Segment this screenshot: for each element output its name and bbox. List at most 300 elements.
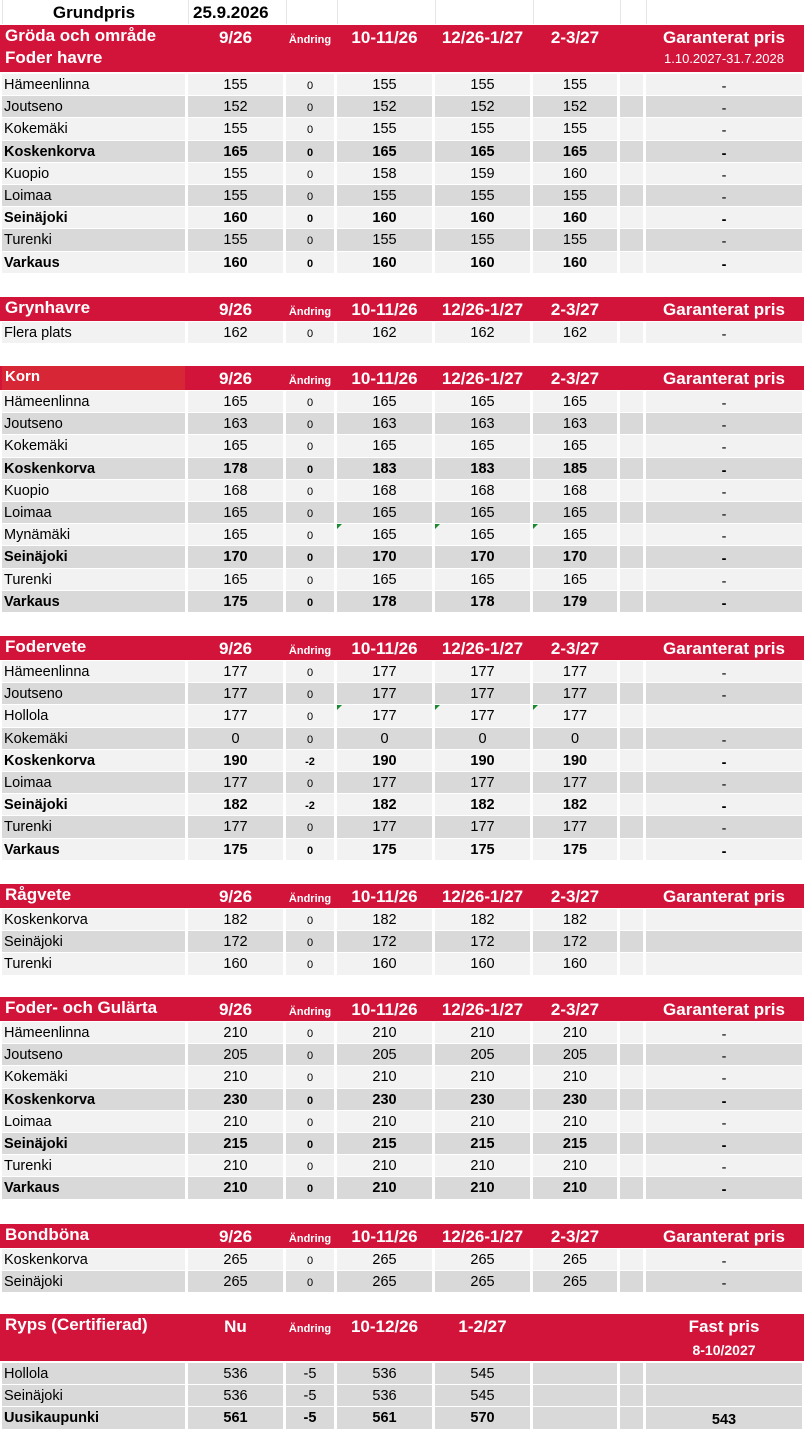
value-cell: 210: [337, 1022, 432, 1043]
location-cell: Koskenkorva: [2, 458, 185, 479]
column-header: Nu: [224, 1317, 247, 1336]
value-cell: 165: [435, 435, 530, 456]
value-cell: 0: [286, 931, 334, 952]
location-cell: Turenki: [2, 569, 185, 590]
table-row: [0, 96, 804, 117]
value-cell: -: [646, 1271, 802, 1292]
value-cell: 165: [435, 524, 530, 545]
value-cell: -: [646, 569, 802, 590]
value-cell: 175: [435, 839, 530, 860]
value-cell: 160: [533, 163, 617, 184]
value-cell: 0: [286, 229, 334, 250]
location-cell: Turenki: [2, 953, 185, 974]
table-row: [0, 435, 804, 456]
value-cell: 165: [533, 569, 617, 590]
column-header: Garanterat pris: [663, 300, 785, 319]
value-cell: 536: [188, 1363, 283, 1384]
value-cell: 210: [435, 1155, 530, 1176]
value-cell: 0: [286, 96, 334, 117]
value-cell: 545: [435, 1385, 530, 1406]
column-header: Garanterat pris: [663, 887, 785, 906]
table-row: [0, 705, 804, 726]
value-cell: -: [646, 1111, 802, 1132]
location-cell: Uusikaupunki: [2, 1407, 185, 1428]
column-header: 10-11/26: [351, 887, 418, 906]
value-cell: 163: [435, 413, 530, 434]
value-cell: 215: [435, 1133, 530, 1154]
location-cell: Koskenkorva: [2, 1089, 185, 1110]
column-header: 9/26: [218, 300, 253, 319]
value-cell: -: [646, 1066, 802, 1087]
value-cell: 265: [188, 1271, 283, 1292]
value-cell: 158: [337, 163, 432, 184]
value-cell: 155: [533, 74, 617, 95]
value-cell: 570: [435, 1407, 530, 1428]
value-cell: 177: [337, 816, 432, 837]
value-cell: 165: [188, 524, 283, 545]
value-cell: -: [646, 1133, 802, 1154]
table-row: [0, 1155, 804, 1176]
location-cell: Joutseno: [2, 1044, 185, 1065]
value-cell: -: [646, 207, 802, 228]
location-cell: Varkaus: [2, 839, 185, 860]
value-cell: 210: [337, 1155, 432, 1176]
value-cell: -: [646, 1089, 802, 1110]
value-cell: 545: [435, 1363, 530, 1384]
value-cell: 210: [533, 1177, 617, 1198]
value-cell: 182: [435, 909, 530, 930]
table-row: [0, 772, 804, 793]
column-header: 2-3/27: [550, 28, 600, 47]
value-cell: -: [646, 413, 802, 434]
value-cell: 178: [337, 591, 432, 612]
table-row: [0, 118, 804, 139]
section-title: Grynhavre: [5, 298, 91, 317]
location-cell: Kokemäki: [2, 728, 185, 749]
location-cell: Kokemäki: [2, 1066, 185, 1087]
value-cell: 0: [188, 728, 283, 749]
value-cell: 536: [337, 1385, 432, 1406]
value-cell: 182: [337, 794, 432, 815]
column-header: 10-11/26: [351, 28, 418, 47]
value-cell: 265: [533, 1249, 617, 1270]
value-cell: 210: [188, 1111, 283, 1132]
value-cell: 0: [286, 322, 334, 343]
value-cell: 185: [533, 458, 617, 479]
column-header: 2-3/27: [550, 639, 600, 658]
location-cell: Joutseno: [2, 96, 185, 117]
value-cell: 561: [188, 1407, 283, 1428]
location-cell: Hämeenlinna: [2, 74, 185, 95]
value-cell: 168: [337, 480, 432, 501]
value-cell: 230: [435, 1089, 530, 1110]
green-marker-icon: [435, 705, 440, 710]
column-header: 9/26: [218, 639, 253, 658]
value-cell: 165: [435, 502, 530, 523]
value-cell: 155: [188, 185, 283, 206]
value-cell: 210: [533, 1155, 617, 1176]
value-cell: 0: [286, 1155, 334, 1176]
value-cell: 155: [533, 229, 617, 250]
value-cell: 265: [337, 1249, 432, 1270]
value-cell: 160: [188, 207, 283, 228]
table-row: [0, 661, 804, 682]
value-cell: 0: [286, 909, 334, 930]
section-header: [0, 366, 804, 390]
value-cell: 175: [188, 591, 283, 612]
value-cell: 177: [533, 816, 617, 837]
value-cell: -: [646, 794, 802, 815]
top-header-row: [0, 0, 804, 24]
value-cell: 183: [435, 458, 530, 479]
table-row: [0, 502, 804, 523]
location-cell: Koskenkorva: [2, 141, 185, 162]
table-row: [0, 1363, 804, 1384]
value-cell: 155: [337, 185, 432, 206]
value-cell: -: [646, 1249, 802, 1270]
value-cell: -: [646, 816, 802, 837]
column-header: 12/26-1/27: [441, 369, 524, 388]
location-cell: Koskenkorva: [2, 909, 185, 930]
location-cell: Seinäjoki: [2, 1385, 185, 1406]
value-cell: 172: [337, 931, 432, 952]
grundpris-label: Grundpris: [2, 0, 185, 24]
location-cell: Koskenkorva: [2, 750, 185, 771]
value-cell: 179: [533, 591, 617, 612]
value-cell: 0: [286, 772, 334, 793]
value-cell: 178: [188, 458, 283, 479]
value-cell: 177: [188, 816, 283, 837]
value-cell: 265: [533, 1271, 617, 1292]
location-cell: Kokemäki: [2, 118, 185, 139]
value-cell: [646, 1385, 802, 1406]
value-cell: -: [646, 661, 802, 682]
value-cell: 536: [188, 1385, 283, 1406]
value-cell: 168: [435, 480, 530, 501]
value-cell: 168: [188, 480, 283, 501]
value-cell: 162: [337, 322, 432, 343]
value-cell: 175: [188, 839, 283, 860]
column-header: Garanterat pris: [663, 369, 785, 388]
column-header: 10-11/26: [351, 639, 418, 658]
green-marker-icon: [533, 524, 538, 529]
value-cell: 168: [533, 480, 617, 501]
value-cell: 210: [337, 1066, 432, 1087]
green-marker-icon: [533, 705, 538, 710]
value-cell: 190: [188, 750, 283, 771]
column-header: 10-11/26: [351, 369, 418, 388]
value-cell: -: [646, 74, 802, 95]
column-header: Ändring: [288, 34, 332, 46]
value-cell: 0: [286, 252, 334, 273]
value-cell: -: [646, 118, 802, 139]
value-cell: -: [646, 750, 802, 771]
value-cell: -: [646, 480, 802, 501]
value-cell: -: [646, 524, 802, 545]
location-cell: Turenki: [2, 816, 185, 837]
column-header: 12/26-1/27: [441, 887, 524, 906]
value-cell: 160: [188, 953, 283, 974]
value-cell: 177: [337, 772, 432, 793]
value-cell: [533, 1385, 617, 1406]
column-header: Ändring: [288, 375, 332, 387]
value-cell: 155: [337, 229, 432, 250]
value-cell: 0: [286, 163, 334, 184]
value-cell: 0: [286, 185, 334, 206]
location-cell: Turenki: [2, 1155, 185, 1176]
value-cell: 160: [533, 953, 617, 974]
column-header: 10-11/26: [351, 1000, 418, 1019]
value-cell: 170: [533, 546, 617, 567]
value-cell: -5: [286, 1385, 334, 1406]
value-cell: 172: [435, 931, 530, 952]
value-cell: [646, 705, 802, 726]
section-header: [0, 997, 804, 1021]
location-cell: Seinäjoki: [2, 794, 185, 815]
green-marker-icon: [337, 524, 342, 529]
value-cell: 0: [286, 435, 334, 456]
value-cell: 160: [533, 252, 617, 273]
value-cell: 0: [286, 683, 334, 704]
value-cell: 230: [533, 1089, 617, 1110]
location-cell: Seinäjoki: [2, 546, 185, 567]
location-cell: Hämeenlinna: [2, 391, 185, 412]
column-header: 9/26: [218, 887, 253, 906]
value-cell: 0: [286, 118, 334, 139]
value-cell: 0: [286, 1177, 334, 1198]
value-cell: 210: [337, 1111, 432, 1132]
location-cell: Loimaa: [2, 772, 185, 793]
section-title: Gröda och område Foder havre: [2, 25, 185, 72]
value-cell: 0: [286, 524, 334, 545]
table-row: [0, 322, 804, 343]
value-cell: 182: [337, 909, 432, 930]
location-cell: Kuopio: [2, 480, 185, 501]
value-cell: -: [646, 229, 802, 250]
value-cell: -: [646, 252, 802, 273]
value-cell: 210: [188, 1022, 283, 1043]
value-cell: 0: [286, 705, 334, 726]
table-row: [0, 1133, 804, 1154]
value-cell: 177: [435, 816, 530, 837]
value-cell: 0: [286, 816, 334, 837]
value-cell: 177: [435, 705, 530, 726]
column-header: [533, 1314, 617, 1361]
value-cell: 182: [435, 794, 530, 815]
section-header: [0, 1314, 804, 1361]
column-header: 12/26-1/27: [441, 639, 524, 658]
value-cell: 163: [337, 413, 432, 434]
location-cell: Seinäjoki: [2, 207, 185, 228]
value-cell: 0: [286, 1022, 334, 1043]
location-cell: Koskenkorva: [2, 1249, 185, 1270]
value-cell: 165: [435, 569, 530, 590]
table-row: [0, 185, 804, 206]
value-cell: 182: [533, 794, 617, 815]
column-header: Ändring: [288, 893, 332, 905]
location-cell: Hämeenlinna: [2, 661, 185, 682]
value-cell: -: [646, 591, 802, 612]
column-header: Ändring: [288, 306, 332, 318]
value-cell: 155: [533, 185, 617, 206]
column-header: 2-3/27: [550, 1000, 600, 1019]
value-cell: 155: [435, 229, 530, 250]
value-cell: 165: [337, 435, 432, 456]
value-cell: 0: [286, 546, 334, 567]
table-row: [0, 1111, 804, 1132]
value-cell: 160: [188, 252, 283, 273]
location-cell: Varkaus: [2, 591, 185, 612]
location-cell: Flera plats: [2, 322, 185, 343]
value-cell: 190: [533, 750, 617, 771]
value-cell: [646, 931, 802, 952]
section-title: Ryps (Certifierad): [5, 1315, 148, 1334]
value-cell: 0: [286, 458, 334, 479]
table-row: [0, 524, 804, 545]
value-cell: 170: [337, 546, 432, 567]
value-cell: 165: [337, 502, 432, 523]
value-cell: 205: [337, 1044, 432, 1065]
table-row: [0, 163, 804, 184]
value-cell: 0: [286, 74, 334, 95]
location-cell: Joutseno: [2, 413, 185, 434]
value-cell: 210: [533, 1111, 617, 1132]
value-cell: 177: [188, 705, 283, 726]
location-cell: Loimaa: [2, 502, 185, 523]
value-cell: 210: [435, 1177, 530, 1198]
table-row: [0, 1022, 804, 1043]
value-cell: 165: [188, 435, 283, 456]
value-cell: 265: [188, 1249, 283, 1270]
section-title: Korn: [2, 366, 185, 390]
location-cell: Varkaus: [2, 252, 185, 273]
value-cell: [646, 909, 802, 930]
value-cell: 155: [435, 185, 530, 206]
value-cell: 165: [533, 435, 617, 456]
value-cell: -: [646, 322, 802, 343]
value-cell: 177: [337, 705, 432, 726]
value-cell: 155: [188, 229, 283, 250]
value-cell: -: [646, 683, 802, 704]
value-cell: 182: [533, 909, 617, 930]
value-cell: 175: [337, 839, 432, 860]
table-row: [0, 1385, 804, 1406]
table-row: [0, 1407, 804, 1428]
location-cell: Mynämäki: [2, 524, 185, 545]
table-row: [0, 1066, 804, 1087]
value-cell: 0: [286, 728, 334, 749]
value-cell: -5: [286, 1363, 334, 1384]
value-cell: 152: [435, 96, 530, 117]
value-cell: -: [646, 1022, 802, 1043]
value-cell: 215: [533, 1133, 617, 1154]
value-cell: 175: [533, 839, 617, 860]
value-cell: 155: [337, 74, 432, 95]
section-title: Bondböna: [5, 1225, 90, 1244]
value-cell: 177: [533, 683, 617, 704]
value-cell: -: [646, 458, 802, 479]
table-row: [0, 252, 804, 273]
section-title: Fodervete: [5, 637, 87, 656]
value-cell: 165: [188, 391, 283, 412]
value-cell: 177: [188, 661, 283, 682]
table-row: [0, 141, 804, 162]
value-cell: 210: [188, 1155, 283, 1176]
column-header: 9/26: [218, 1000, 253, 1019]
location-cell: Seinäjoki: [2, 931, 185, 952]
section-subtitle: Foder havre: [5, 48, 103, 67]
value-cell: 210: [435, 1111, 530, 1132]
value-cell: -: [646, 96, 802, 117]
column-header: 1-2/27: [458, 1317, 507, 1336]
table-row: [0, 546, 804, 567]
value-cell: 561: [337, 1407, 432, 1428]
value-cell: 152: [188, 96, 283, 117]
value-cell: -5: [286, 1407, 334, 1428]
table-row: [0, 591, 804, 612]
value-cell: 210: [337, 1177, 432, 1198]
value-cell: 155: [188, 118, 283, 139]
table-row: [0, 794, 804, 815]
value-cell: 205: [188, 1044, 283, 1065]
value-cell: 0: [286, 502, 334, 523]
value-cell: 160: [435, 953, 530, 974]
value-cell: 265: [435, 1271, 530, 1292]
value-cell: 183: [337, 458, 432, 479]
column-header: Garanterat pris: [663, 639, 785, 658]
value-cell: 177: [337, 661, 432, 682]
column-header: 2-3/27: [550, 887, 600, 906]
location-cell: Kuopio: [2, 163, 185, 184]
value-cell: 230: [188, 1089, 283, 1110]
table-row: [0, 728, 804, 749]
value-cell: 205: [435, 1044, 530, 1065]
column-header: 10-12/26: [350, 1317, 419, 1336]
value-cell: 170: [188, 546, 283, 567]
value-cell: 160: [337, 252, 432, 273]
value-cell: -: [646, 728, 802, 749]
value-cell: 155: [337, 118, 432, 139]
table-row: [0, 229, 804, 250]
value-cell: 177: [337, 683, 432, 704]
table-row: [0, 1089, 804, 1110]
location-cell: Hämeenlinna: [2, 1022, 185, 1043]
value-cell: 165: [533, 502, 617, 523]
column-header: 12/26-1/27: [441, 1227, 524, 1246]
table-row: [0, 1249, 804, 1270]
value-cell: 177: [435, 772, 530, 793]
value-cell: -: [646, 391, 802, 412]
value-cell: 182: [188, 909, 283, 930]
column-header: 2-3/27: [550, 369, 600, 388]
value-cell: 162: [533, 322, 617, 343]
value-cell: 0: [286, 1044, 334, 1065]
value-cell: 210: [188, 1066, 283, 1087]
value-cell: 190: [337, 750, 432, 771]
value-cell: 155: [188, 163, 283, 184]
location-cell: Turenki: [2, 229, 185, 250]
column-header: Garanterat pris: [663, 1000, 785, 1019]
value-cell: -: [646, 141, 802, 162]
value-cell: 165: [337, 524, 432, 545]
table-row: [0, 931, 804, 952]
value-cell: 165: [337, 141, 432, 162]
value-cell: 0: [286, 661, 334, 682]
value-cell: 155: [533, 118, 617, 139]
table-row: [0, 413, 804, 434]
table-row: [0, 207, 804, 228]
value-cell: 0: [286, 207, 334, 228]
